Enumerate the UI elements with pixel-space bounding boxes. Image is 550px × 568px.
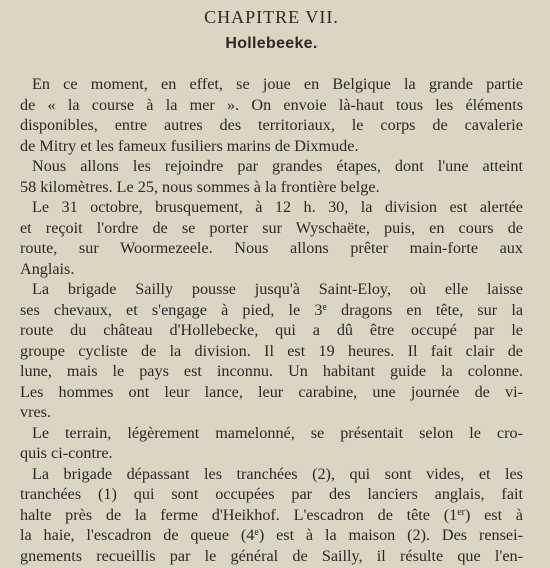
text-line: Le 31 octobre, brusquement, à 12 h. 30, la division est alertée bbox=[32, 198, 523, 216]
text-line: route du château d'Hollebecke, qui a dû être occupé par le bbox=[20, 321, 523, 339]
body-text bbox=[20, 74, 523, 566]
paragraph bbox=[20, 156, 523, 197]
text-line: vres. bbox=[20, 403, 52, 421]
text-line: groupe cycliste de la division. Il est 19 heures. Il fait clair de bbox=[20, 341, 523, 360]
text-line: route, sur Woormezeele. Nous allons prêter main-forte aux bbox=[20, 239, 523, 257]
text-line: Anglais. bbox=[20, 259, 75, 278]
paragraph bbox=[20, 74, 523, 156]
text-line: La brigade Sailly pousse jusqu'à Saint-Eloy, où elle laisse bbox=[32, 280, 523, 298]
text-line: Les hommes ont leur lance, leur carabine, une journée de vi- bbox=[20, 382, 523, 401]
paragraph bbox=[20, 197, 523, 279]
text-line: halte près de la ferme d'Heikhof. L'escadron de tête (1er) est à bbox=[20, 505, 523, 524]
paragraph bbox=[20, 464, 523, 567]
paragraph bbox=[20, 279, 523, 423]
text-line: ses chevaux, et s'engage à pied, le 3e dragons en tête, sur la bbox=[20, 300, 524, 319]
chapter-title: Hollebeeke. bbox=[225, 35, 318, 52]
text-line: 58 kilomètres. Le 25, nous sommes à la frontière belge. bbox=[20, 177, 380, 196]
text-line: gnements recueillis par le général de Sailly, il résulte que l'en- bbox=[20, 546, 523, 565]
text-line: lune, mais le pays est inconnu. Un habitant guide la colonne. bbox=[20, 362, 523, 380]
text-line: de « la course à la mer ». On envoie là-haut tous les éléments bbox=[20, 95, 523, 114]
text-line: la haie, l'escadron de queue (4e) est à la maison (2). Des rensei- bbox=[20, 526, 524, 544]
chapter-heading: CHAPITRE VII. bbox=[204, 7, 339, 27]
text-line: tranchées (1) qui sont occupées par des lanciers anglais, fait bbox=[20, 485, 523, 503]
text-line: Le terrain, légèrement mamelonné, se présentait selon le cro- bbox=[32, 423, 523, 442]
text-line: quis ci-contre. bbox=[20, 444, 113, 462]
text-line: disponibles, entre autres des territoriaux, le corps de cavalerie bbox=[20, 116, 523, 134]
text-line: Nous allons les rejoindre par grandes étapes, dont l'une atteint bbox=[32, 157, 523, 175]
text-line: La brigade dépassant les tranchées (2), qui sont vides, et les bbox=[32, 464, 523, 483]
text-line: de Mitry et les fameux fusiliers marins de Dixmude. bbox=[20, 136, 359, 155]
text-line: En ce moment, en effet, se joue en Belgique la grande partie bbox=[32, 75, 523, 93]
text-line: et reçoit l'ordre de se porter sur Wyschaëte, puis, en cours de bbox=[20, 218, 523, 237]
paragraph bbox=[20, 423, 523, 464]
